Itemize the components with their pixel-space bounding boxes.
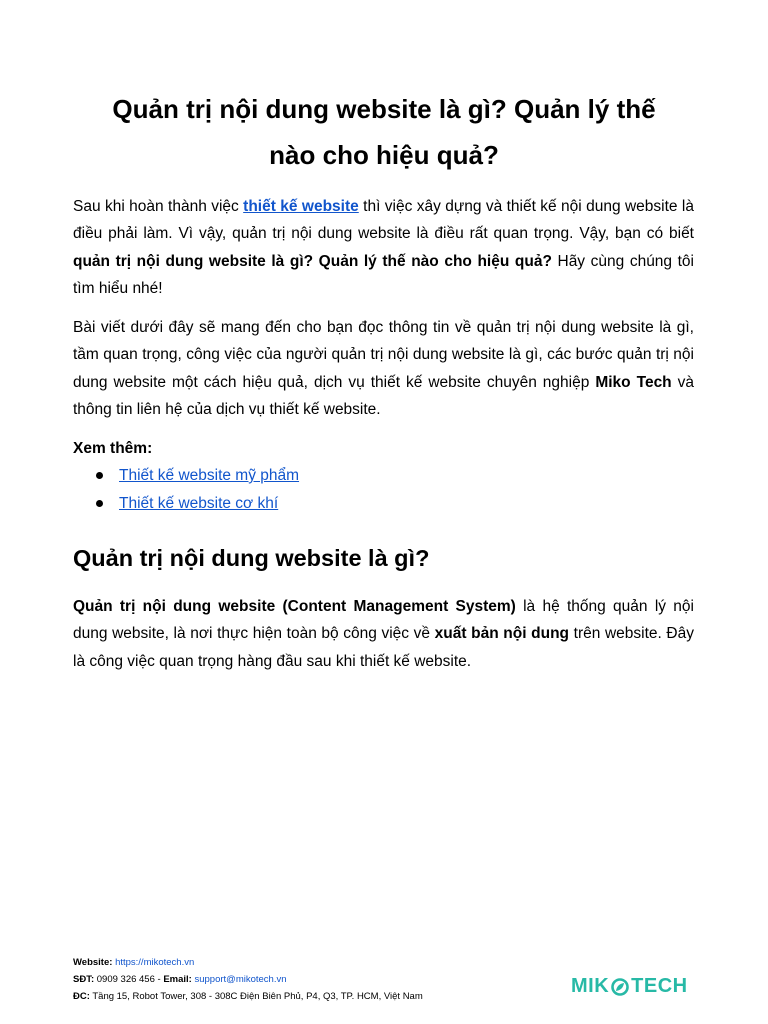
web-design-link[interactable]: thiết kế website bbox=[243, 198, 359, 215]
intro-text-a: Sau khi hoàn thành việc bbox=[73, 198, 244, 215]
intro2-text-a: Bài viết dưới đây sẽ mang đến cho bạn đọc thông tin về quản trị nội dung website là gì, tầm quan trọng, công việc của người quản trị nội dung website là gì, các bước quản trị nội dung website một cách hiệu quả, dịch vụ thiết kế website chuyên nghiệp bbox=[73, 319, 694, 391]
page-title bbox=[60, 86, 708, 178]
intro-paragraph-2 bbox=[73, 314, 694, 423]
see-more-list bbox=[96, 462, 299, 517]
email-label: Email: bbox=[163, 974, 192, 985]
list-item bbox=[96, 490, 299, 518]
see-more-label: Xem thêm: bbox=[73, 440, 153, 457]
mechanical-website-link[interactable]: Thiết kế website cơ khí bbox=[119, 494, 279, 512]
phone-label: SĐT: bbox=[73, 974, 95, 985]
intro2-text-b: và thông tin liên hệ của dịch vụ thiết kế website. bbox=[73, 373, 695, 418]
intro-paragraph-1 bbox=[73, 193, 694, 302]
address-value: Tầng 15, Robot Tower, 308 - 308C Điện Biên Phủ, P4, Q3, TP. HCM, Việt Nam bbox=[92, 991, 423, 1002]
intro-text-b: thì việc xây dựng và thiết kế nội dung website là điều phải làm. Vì vậy, quản trị nội dung website là điều rất quan trọng. Vậy, bạn có biết bbox=[73, 198, 694, 243]
mikotech-logo bbox=[571, 975, 688, 998]
cms-term: Quản trị nội dung website (Content Management System) bbox=[73, 598, 516, 615]
website-link[interactable]: https://mikotech.vn bbox=[115, 957, 195, 968]
section-text-b: trên website. Đây là công việc quan trọng hàng đầu sau khi thiết kế website. bbox=[73, 625, 694, 670]
brand-name: Miko Tech bbox=[595, 373, 672, 391]
title-line-2: nào cho hiệu quả? bbox=[269, 140, 499, 170]
list-item bbox=[96, 462, 299, 490]
publish-term: xuất bản nội dung bbox=[434, 625, 570, 643]
section-heading: Quản trị nội dung website là gì? bbox=[73, 545, 430, 571]
section-paragraph bbox=[73, 593, 694, 675]
footer-address-row bbox=[73, 988, 423, 1005]
bullet-icon bbox=[96, 500, 103, 507]
intro-text-c: Hãy cùng chúng tôi tìm hiểu nhé! bbox=[73, 252, 694, 297]
logo-text-right: TECH bbox=[631, 975, 688, 997]
section-text-a: là hệ thống quản lý nội dung website, là nơi thực hiện toàn bộ công việc về bbox=[73, 598, 694, 643]
logo-text-left: MIK bbox=[571, 975, 610, 997]
email-link[interactable]: support@mikotech.vn bbox=[194, 974, 287, 985]
title-line-1: Quản trị nội dung website là gì? Quản lý thế bbox=[112, 94, 656, 124]
leaf-o-icon bbox=[610, 977, 630, 997]
phone-value: 0909 326 456 - bbox=[96, 974, 164, 985]
cosmetics-website-link[interactable]: Thiết kế website mỹ phẩm bbox=[119, 467, 300, 484]
website-label: Website: bbox=[73, 957, 113, 968]
bullet-icon bbox=[96, 472, 103, 479]
footer-website-row bbox=[73, 954, 423, 971]
address-label: ĐC: bbox=[73, 991, 90, 1002]
footer-phone-row bbox=[73, 971, 423, 988]
footer-contact bbox=[73, 954, 423, 1005]
intro-bold-question: quản trị nội dung website là gì? Quản lý thế nào cho hiệu quả? bbox=[73, 252, 552, 270]
